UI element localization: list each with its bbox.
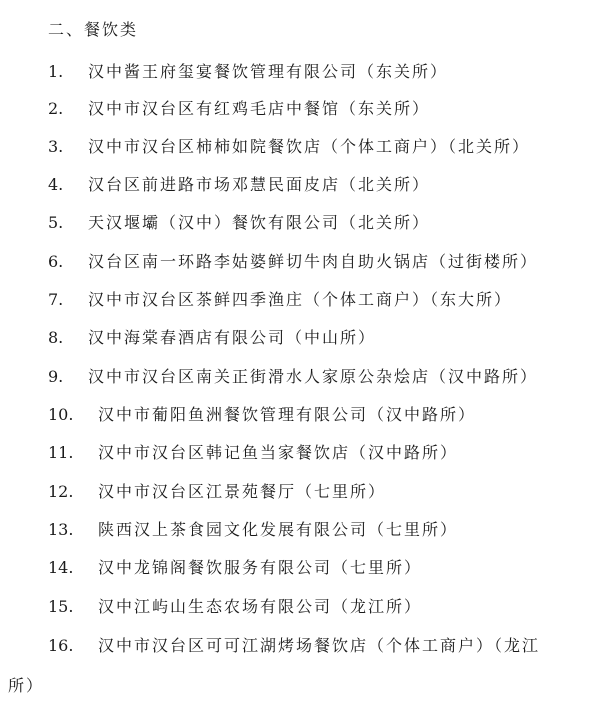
list-item [0, 60, 603, 84]
list-item [0, 518, 603, 542]
item-number: 8. [48, 328, 64, 347]
item-number: 16. [48, 636, 74, 655]
item-name: 汉中市汉台区柿柿如院餐饮店（个体工商户）（北关所） [88, 137, 531, 156]
item-name: 汉中市葡阳鱼洲餐饮管理有限公司（汉中路所） [98, 405, 477, 424]
list-item [0, 634, 603, 658]
item-name: 汉中市汉台区有红鸡毛店中餐馆（东关所） [88, 99, 431, 118]
list-item [0, 250, 603, 274]
item-name: 汉中海棠春酒店有限公司（中山所） [88, 328, 377, 347]
list-item [0, 480, 603, 504]
item-name: 汉中市汉台区江景苑餐厅（七里所） [98, 482, 387, 501]
item-name: 汉台区前进路市场邓慧民面皮店（北关所） [88, 175, 431, 194]
item-name: 汉中市汉台区韩记鱼当家餐饮店（汉中路所） [98, 443, 459, 462]
item-name: 天汉堰壩（汉中）餐饮有限公司（北关所） [88, 213, 431, 232]
item-number: 10. [48, 405, 74, 424]
item-name: 汉中市汉台区南关正街滑水人家原公杂烩店（汉中路所） [88, 367, 539, 386]
item-number: 14. [48, 558, 74, 577]
item-number: 12. [48, 482, 74, 501]
list-item [0, 211, 603, 235]
list-item [0, 135, 603, 159]
item-continuation-text: 所） [8, 676, 45, 695]
list-item [0, 173, 603, 197]
item-number: 11. [48, 443, 74, 462]
item-name: 汉中市汉台区茶鲜四季渔庄（个体工商户）（东大所） [88, 290, 513, 309]
item-name: 汉中酱王府玺宴餐饮管理有限公司（东关所） [88, 62, 449, 81]
item-name: 汉中龙锦阁餐饮服务有限公司（七里所） [98, 558, 423, 577]
list-item [0, 403, 603, 427]
section-heading: 二、餐饮类 [48, 20, 139, 39]
item-number: 9. [48, 367, 64, 386]
item-number: 5. [48, 213, 64, 232]
item-number: 7. [48, 290, 64, 309]
list-item [0, 595, 603, 619]
item-number: 1. [48, 62, 64, 81]
list-item [0, 288, 603, 312]
list-item [0, 365, 603, 389]
list-item [0, 441, 603, 465]
list-item [0, 326, 603, 350]
item-name: 汉中市汉台区可可江湖烤场餐饮店（个体工商户）（龙江 [98, 636, 541, 655]
item-number: 6. [48, 252, 64, 271]
list-item [0, 97, 603, 121]
item-name: 汉中江屿山生态农场有限公司（龙江所） [98, 597, 423, 616]
item-name: 汉台区南一环路李姑婆鲜切牛肉自助火锅店（过街楼所） [88, 252, 539, 271]
item-number: 15. [48, 597, 74, 616]
item-number: 3. [48, 137, 64, 156]
item-number: 4. [48, 175, 64, 194]
item-name: 陕西汉上茶食园文化发展有限公司（七里所） [98, 520, 459, 539]
item-number: 13. [48, 520, 74, 539]
list-item [0, 556, 603, 580]
item-number: 2. [48, 99, 64, 118]
